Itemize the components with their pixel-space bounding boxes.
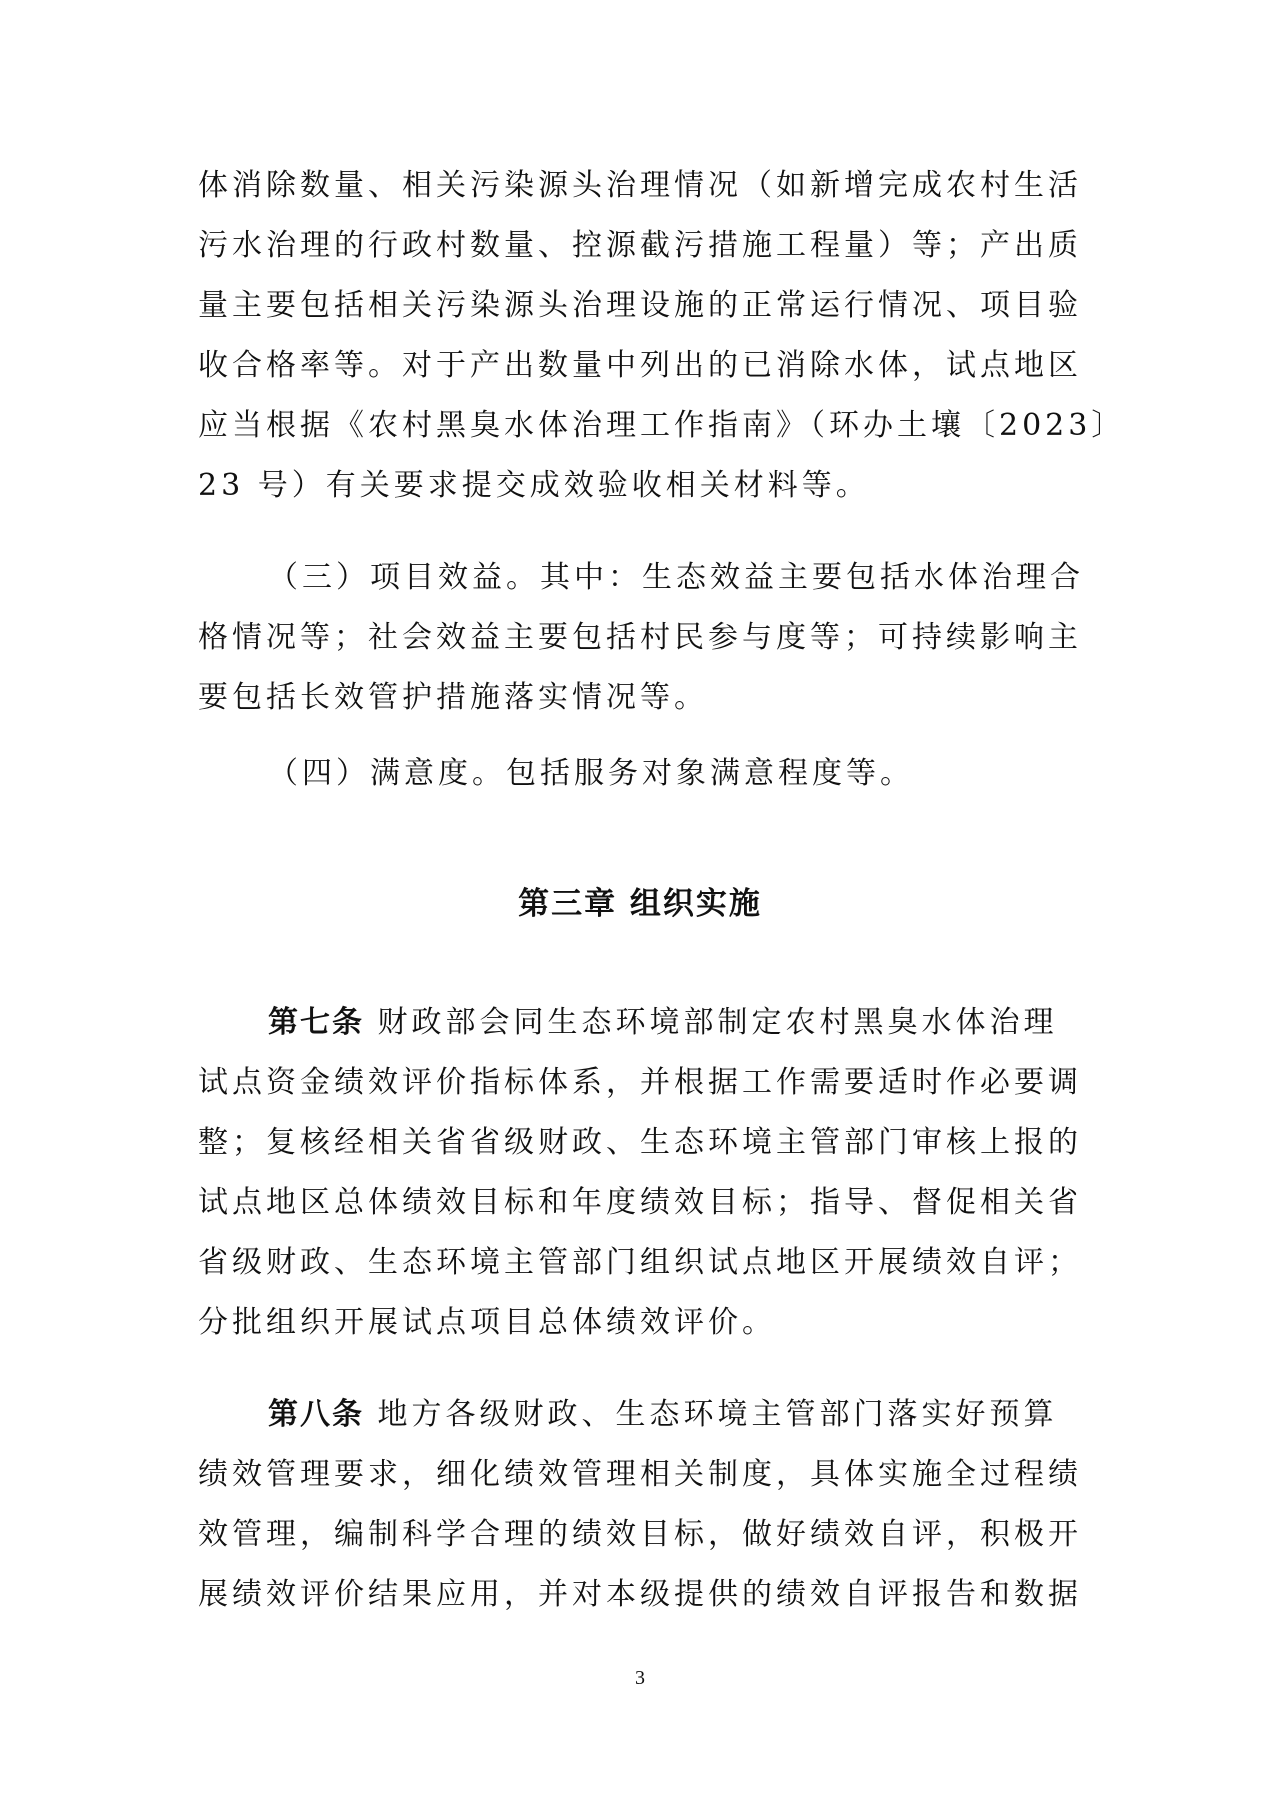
text-line: 试点地区总体绩效目标和年度绩效目标；指导、督促相关省 — [198, 1185, 1082, 1220]
text-line — [198, 993, 1088, 1053]
text-line: 整；复核经相关省省级财政、生态环境主管部门审核上报的 — [198, 1125, 1082, 1160]
article-8 — [198, 1385, 1088, 1625]
text-line: 效管理，编制科学合理的绩效目标，做好绩效自评，积极开 — [198, 1517, 1082, 1552]
text-line: 试点资金绩效评价指标体系，并根据工作需要适时作必要调 — [198, 1065, 1082, 1100]
text-line: 绩效管理要求，细化绩效管理相关制度，具体实施全过程绩 — [198, 1457, 1082, 1492]
text-line: 体消除数量、相关污染源头治理情况（如新增完成农村生活 — [198, 168, 1082, 203]
text-line: （四）满意度。包括服务对象满意程度等。 — [268, 756, 914, 791]
text-line — [198, 1385, 1088, 1445]
text-line: 省级财政、生态环境主管部门组织试点地区开展绩效自评； — [198, 1245, 1082, 1280]
article-7 — [198, 993, 1088, 1353]
paragraph-project-benefits — [198, 548, 1088, 728]
article-text: 地方各级财政、生态环境主管部门落实好预算 — [364, 1397, 1058, 1432]
text-line: 收合格率等。对于产出数量中列出的已消除水体，试点地区 — [198, 348, 1082, 383]
text-line: 23 号）有关要求提交成效验收相关材料等。 — [198, 468, 870, 503]
text-line: 污水治理的行政村数量、控源截污措施工程量）等；产出质 — [198, 228, 1082, 263]
text-line: 应当根据《农村黑臭水体治理工作指南》（环办土壤〔2023〕 — [198, 408, 1126, 443]
article-label: 第八条 — [268, 1397, 364, 1432]
text-line: 格情况等；社会效益主要包括村民参与度等；可持续影响主 — [198, 620, 1082, 655]
paragraph-continued — [198, 156, 1126, 516]
paragraph-satisfaction — [198, 744, 1088, 804]
article-label: 第七条 — [268, 1005, 364, 1040]
text-line: （三）项目效益。其中：生态效益主要包括水体治理合 — [268, 560, 1084, 595]
text-line: 要包括长效管护措施落实情况等。 — [198, 680, 708, 715]
text-line: 展绩效评价结果应用，并对本级提供的绩效自评报告和数据 — [198, 1577, 1082, 1612]
text-line: 量主要包括相关污染源头治理设施的正常运行情况、项目验 — [198, 288, 1082, 323]
chapter-heading: 第三章 组织实施 — [518, 886, 762, 922]
article-text: 财政部会同生态环境部制定农村黑臭水体治理 — [364, 1005, 1058, 1040]
page-number: 3 — [635, 1667, 645, 1689]
text-line: 分批组织开展试点项目总体绩效评价。 — [198, 1305, 776, 1340]
